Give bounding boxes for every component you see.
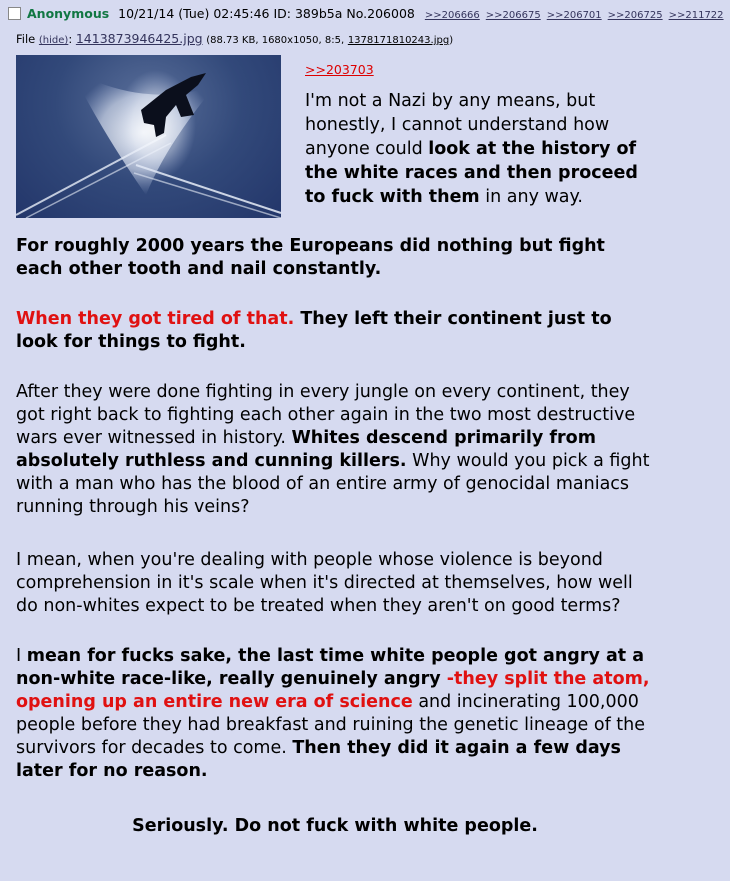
- post-paragraph: [16, 308, 656, 354]
- file-name-link[interactable]: 1413873946425.jpg: [75, 31, 203, 46]
- post-number[interactable]: No.206008: [346, 6, 415, 21]
- text-run: Seriously. Do not fuck with white people.: [132, 816, 538, 836]
- post-paragraph: [305, 89, 660, 209]
- post-paragraph: [16, 645, 666, 783]
- backlink[interactable]: >>206666: [424, 10, 480, 21]
- file-label: File: [16, 32, 36, 46]
- text-run: mean for fucks sake, the last time white people got angry at a non-white race-like, really genuinely angry: [16, 646, 645, 689]
- text-run: They left their continent just to look for things to fight.: [16, 309, 612, 352]
- post-paragraph: [16, 381, 661, 519]
- text-run: Why would you pick a fight with a man who has the blood of an entire army of genocidal maniacs running through his veins?: [16, 451, 650, 517]
- poster-id: ID: 389b5a: [273, 6, 343, 21]
- post-thumbnail[interactable]: [16, 55, 281, 218]
- backlink[interactable]: >>206701: [546, 10, 602, 21]
- file-details: (88.73 KB, 1680x1050, 8:5,: [206, 35, 345, 46]
- original-file-name: 1378171810243.jpg: [347, 35, 450, 46]
- text-run: Then they did it again a few days later for no reason.: [16, 738, 621, 781]
- quote-link[interactable]: >>203703: [305, 62, 374, 77]
- hide-file-link[interactable]: (hide): [38, 35, 69, 46]
- text-run: For roughly 2000 years the Europeans did nothing but fight each other tooth and nail constantly.: [16, 236, 605, 279]
- text-run: When they got tired of that.: [16, 309, 295, 329]
- file-info: File (hide): 1413873946425.jpg (88.73 KB, 1680x1050, 8:5, 1378171810243.jpg): [16, 31, 454, 46]
- text-run: in any way.: [479, 187, 583, 207]
- backlinks: [425, 10, 730, 21]
- post-header: [8, 6, 724, 26]
- text-run: After they were done fighting in every jungle on every continent, they got right back to fighting each other again in the two most destructive wars ever witnessed in history.: [16, 382, 636, 448]
- backlink[interactable]: >>206675: [485, 10, 541, 21]
- text-run: and incinerating 100,000 people before they had breakfast and ruining the genetic lineage of the survivors for decades to come.: [16, 692, 646, 758]
- text-run: Whites descend primarily from absolutely ruthless and cunning killers.: [16, 428, 596, 471]
- post-paragraph: [16, 235, 656, 281]
- backlink[interactable]: >>206725: [607, 10, 663, 21]
- post-closing-line: [0, 815, 670, 838]
- fighter-jet-icon: [16, 55, 281, 218]
- text-run: -they split the atom, opening up an entire new era of science: [16, 669, 650, 712]
- backlink[interactable]: >>211722: [668, 10, 724, 21]
- post-paragraph: [16, 549, 656, 618]
- text-run: look at the history of the white races and then proceed to fuck with them: [305, 139, 638, 207]
- text-run: I: [16, 646, 27, 666]
- text-run: I'm not a Nazi by any means, but honestly, I cannot understand how anyone could: [305, 91, 610, 159]
- file-details-close: ): [449, 35, 454, 46]
- text-run: I mean, when you're dealing with people whose violence is beyond comprehension in it's scale when it's directed at themselves, how well do non-whites expect to be treated when they aren't on good terms?: [16, 550, 633, 616]
- post-date: 10/21/14 (Tue) 02:45:46: [118, 6, 270, 21]
- post-select-checkbox[interactable]: [8, 7, 21, 20]
- poster-name: Anonymous: [27, 6, 110, 21]
